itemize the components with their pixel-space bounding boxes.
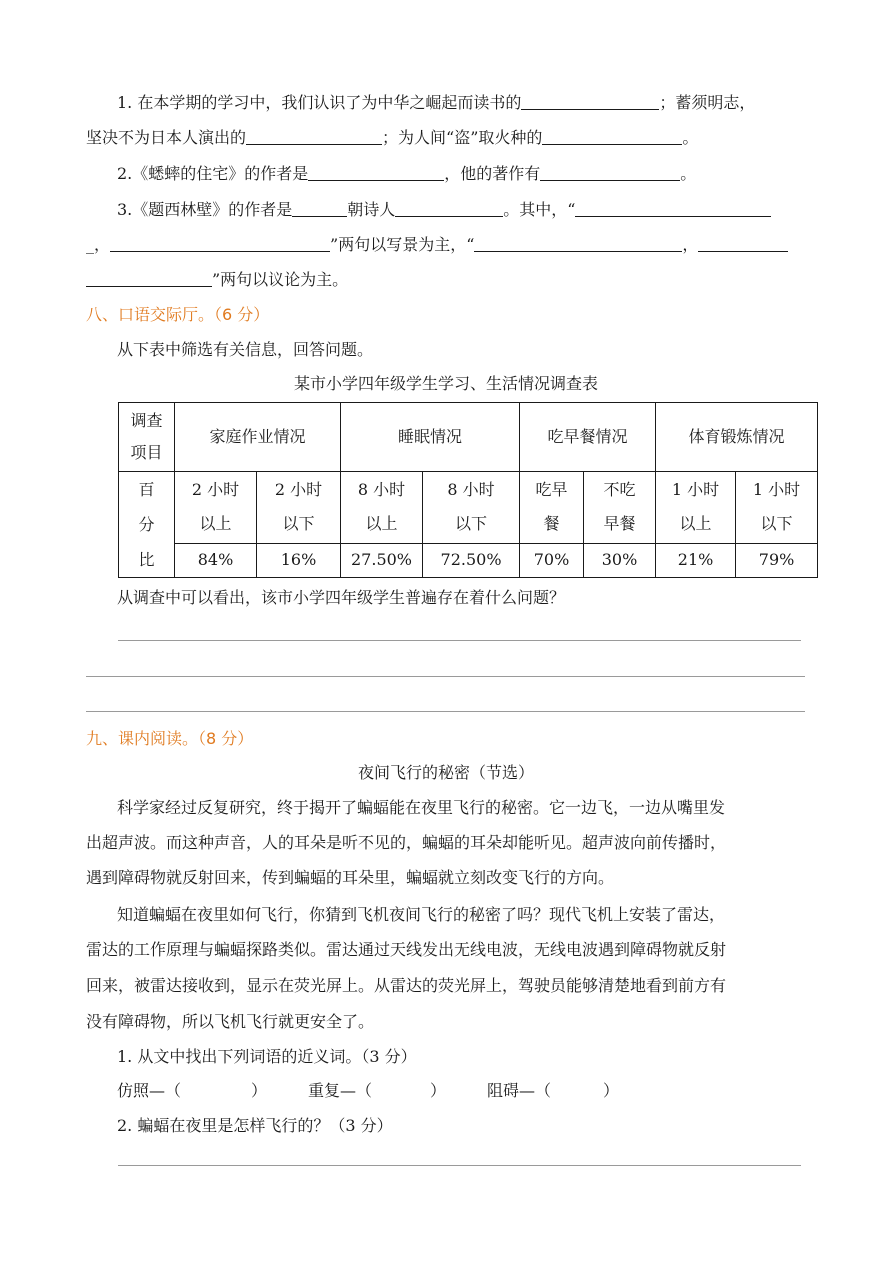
- answer-blank[interactable]: [86, 270, 212, 287]
- value-cell: 84%: [175, 543, 257, 577]
- synonym-item-3: 阻碍—（ ）: [487, 1081, 620, 1100]
- passage-line: 回来，被雷达接收到，显示在荧光屏上。从雷达的荧光屏上，驾驶员能够清楚地看到前方有: [86, 976, 727, 995]
- subheader-cell: 吃早 餐: [520, 472, 584, 544]
- passage-line: 科学家经过反复研究，终于揭开了蝙蝠能在夜里飞行的秘密。它一边飞，一边从嘴里发: [117, 798, 726, 817]
- answer-blank[interactable]: [246, 128, 382, 145]
- passage-title: 夜间飞行的秘密（节选）: [357, 763, 534, 782]
- category-header: 体育锻炼情况: [656, 403, 818, 472]
- synonym-item-2: 重复—（ ）: [308, 1081, 447, 1100]
- q7-line-1: 1. 在本学期的学习中，我们认识了为中华之崛起而读书的 ；蓄须明志，: [117, 93, 756, 112]
- answer-line[interactable]: [86, 676, 805, 677]
- answer-blank[interactable]: [292, 200, 347, 217]
- passage-line: 知道蝙蝠在夜里如何飞行，你猜到飞机夜间飞行的秘密了吗？现代飞机上安装了雷达，: [117, 905, 726, 924]
- q7-line-4: 3.《题西林壁》的作者是 朝诗人 。其中，“: [117, 200, 771, 220]
- value-cell: 72.50%: [423, 543, 520, 577]
- question-1: 1. 从文中找出下列词语的近义词。（3 分）: [117, 1047, 417, 1066]
- q7-line-6: ”两句以议论为主。: [86, 270, 348, 290]
- section-8-heading: 八、口语交际厅。（6 分）: [86, 305, 270, 324]
- category-header: 吃早餐情况: [520, 403, 656, 472]
- table-header-row: [119, 403, 818, 472]
- synonym-item-1: 仿照—（ ）: [117, 1081, 268, 1100]
- subheader-cell: 2 小时 以下: [257, 472, 341, 544]
- q7-line-5: _， ”两句以写景为主，“ ，: [86, 235, 788, 255]
- passage-line: 没有障碍物，所以飞机飞行就更安全了。: [86, 1012, 375, 1031]
- value-cell: 16%: [257, 543, 341, 577]
- subheader-cell: 2 小时 以上: [175, 472, 257, 544]
- q7-line-3: 2.《蟋蟀的住宅》的作者是 ，他的著作有 。: [117, 164, 697, 183]
- table-value-row: [119, 543, 818, 577]
- category-header: 睡眠情况: [341, 403, 520, 472]
- table-subheader-row: [119, 472, 818, 544]
- q7-line-2: 坚决不为日本人演出的 ；为人间“盗”取火种的 。: [86, 128, 699, 147]
- subheader-cell: 不吃 早餐: [584, 472, 656, 544]
- row-header-cell: [119, 403, 175, 472]
- value-cell: 30%: [584, 543, 656, 577]
- passage-line: 遇到障碍物就反射回来，传到蝙蝠的耳朵里，蝙蝠就立刻改变飞行的方向。: [86, 868, 615, 887]
- answer-line[interactable]: [118, 640, 801, 641]
- section-8-intro: 从下表中筛选有关信息，回答问题。: [117, 340, 374, 359]
- value-cell: 27.50%: [341, 543, 423, 577]
- section-9-heading: 九、课内阅读。（8 分）: [86, 729, 254, 748]
- passage-line: 雷达的工作原理与蝙蝠探路类似。雷达通过天线发出无线电波，无线电波遇到障碍物就反射: [86, 940, 727, 959]
- row-header-text: 项目: [130, 443, 163, 462]
- answer-blank[interactable]: [540, 164, 680, 181]
- side-label-cell: 百 分 比: [119, 472, 175, 578]
- value-cell: 79%: [736, 543, 818, 577]
- answer-line[interactable]: [118, 1165, 801, 1166]
- answer-blank[interactable]: [308, 164, 444, 181]
- answer-blank[interactable]: [110, 235, 330, 252]
- subheader-cell: 1 小时 以下: [736, 472, 818, 544]
- subheader-cell: 8 小时 以下: [423, 472, 520, 544]
- section-8-question: 从调查中可以看出，该市小学四年级学生普遍存在着什么问题？: [117, 588, 566, 607]
- value-cell: 70%: [520, 543, 584, 577]
- question-2: 2. 蝙蝠在夜里是怎样飞行的？（3 分）: [117, 1116, 393, 1135]
- subheader-cell: 1 小时 以上: [656, 472, 736, 544]
- answer-blank[interactable]: [575, 200, 771, 217]
- subheader-cell: 8 小时 以上: [341, 472, 423, 544]
- answer-blank[interactable]: [542, 128, 682, 145]
- category-header: 家庭作业情况: [175, 403, 341, 472]
- answer-blank[interactable]: [698, 235, 788, 252]
- answer-blank[interactable]: [521, 93, 659, 110]
- answer-blank[interactable]: [395, 200, 503, 217]
- passage-line: 出超声波。而这种声音，人的耳朵是听不见的，蝙蝠的耳朵却能听见。超声波向前传播时，: [86, 833, 727, 852]
- survey-table: [118, 402, 818, 578]
- row-header-text: 调查: [130, 411, 163, 430]
- answer-blank[interactable]: [474, 235, 682, 252]
- value-cell: 21%: [656, 543, 736, 577]
- table-title: 某市小学四年级学生学习、生活情况调查表: [293, 374, 598, 393]
- answer-line[interactable]: [86, 711, 805, 712]
